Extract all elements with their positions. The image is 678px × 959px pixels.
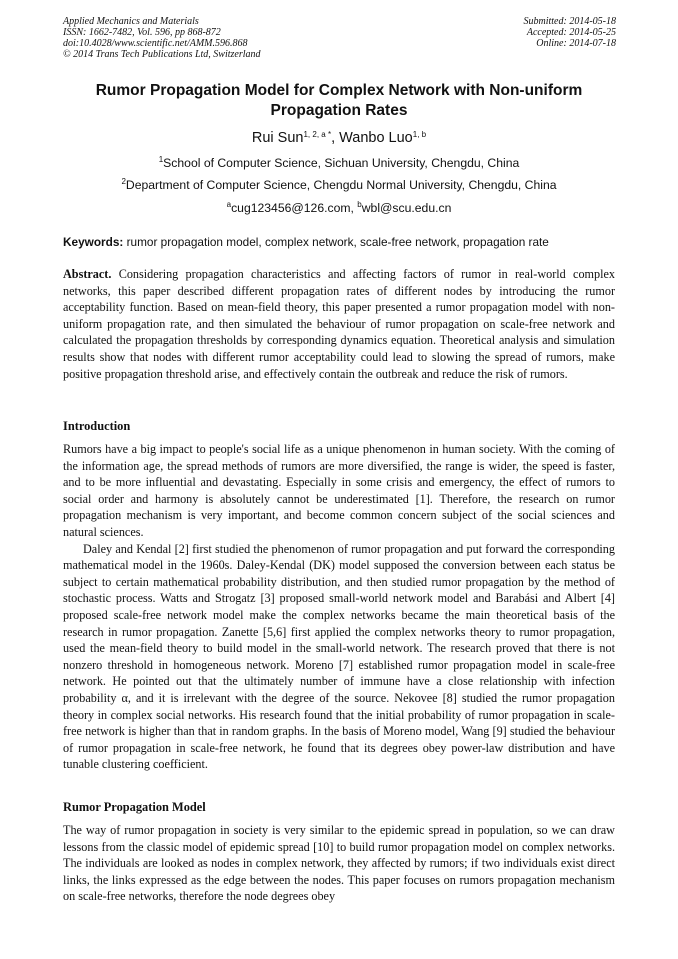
abstract [63,266,615,382]
journal-header-left [63,16,261,60]
model-body [63,822,615,905]
introduction-paragraph-1: Rumors have a big impact to people's social life as a unique phenomenon in human society. With the coming of the information age, the spread methods of rumors are more diversified, the range is wider, the speed is faster, and to be more influential and devastating. Especially in some crisis and emergency, the effect of rumors to social order and harmony is absolutely cannot be underestimated [1]. Therefore, the research on rumor propagation mechanism is very important, and become common concern subject of the social sciences and natural sciences. [63,442,615,539]
online-date: Online: 2014-07-18 [536,38,616,49]
keywords-label: Keywords: [63,235,124,249]
email-b-marker: b [357,200,362,209]
copyright-line: © 2014 Trans Tech Publications Ltd, Switzerland [63,49,261,60]
affiliation-1-marker: 1 [158,155,164,164]
paper-title [63,81,615,121]
author-2: , Wanbo Luo [331,130,413,146]
email-a: cug123456@126.com, [231,201,358,215]
submitted-date: Submitted: 2014-05-18 [523,16,616,27]
affiliation-2-marker: 2 [121,177,126,186]
accepted-date: Accepted: 2014-05-25 [526,27,616,38]
keywords-text: rumor propagation model, complex network, scale-free network, propagation rate [123,235,549,249]
issn-line: ISSN: 1662-7482, Vol. 596, pp 868-872 [63,27,221,38]
title-line-1: Rumor Propagation Model for Complex Network with Non-uniform [95,82,583,99]
model-paragraph-1: The way of rumor propagation in society is very similar to the epidemic spread in population, so we can draw lessons from the classic model of epidemic spread [10] to build rumor propagation model on complex networks. The individuals are looked as nodes in complex network, they affected by rumors; if two individuals exist direct links, the links expressed as the edge between the nodes. This paper focuses on rumors propagation mechanism on scale-free networks, therefore the node degrees obey [63,823,615,904]
journal-header-right [524,16,617,49]
author-list [63,129,615,147]
author-emails [40,201,638,216]
journal-name: Applied Mechanics and Materials [63,16,199,27]
section-heading-rumor-propagation-model: Rumor Propagation Model [63,800,206,814]
affiliation-2-text: Department of Computer Science, Chengdu Normal University, Chengdu, China [125,178,557,192]
title-line-2: Propagation Rates [270,102,408,119]
author-1: Rui Sun [251,130,304,146]
introduction-paragraph-2: Daley and Kendal [2] first studied the phenomenon of rumor propagation and put forward the corresponding mathematical model in the 1960s. Daley-Kendal (DK) model supposed the conversion between each status be subject to certain mathematical probability distribution, and then studied rumor propagation by the method of stochastic process. Watts and Strogatz [3] proposed small-world network model and Barabási and Albert [4] proposed scale-free network model make the complex networks became the main theoretical basis of the research in rumor propagation. Zanette [5,6] first applied the complex networks theory to rumor propagation, used the mean-field theory to build model in the small-world network. The research proved that there is not nonzero threshold in homogeneous network. Moreno [7] established rumor propagation model in scale-free network. He pointed out that the ultimately number of immune have a close relationship with infection probability α, and it is irrelevant with the degree of the source. Nekovee [8] studied the rumor propagation theory in complex social networks. His research found that the initial probability of rumor propagation in scale-free network is higher than that in random graphs. In the basis of Moreno model, Wang [9] studied the behaviour of rumor propagation in scale-free network, he found that its degrees obey power-law distribution and have tunable clustering coefficient. [63,541,615,772]
email-b: wbl@scu.edu.cn [361,201,452,215]
doi-line: doi:10.4028/www.scientific.net/AMM.596.868 [63,38,248,49]
affiliation-2 [40,178,638,193]
section-heading-introduction: Introduction [63,419,131,433]
author-2-superscript: 1, b [412,130,427,139]
keywords [63,235,618,250]
abstract-label: Abstract. [63,267,112,281]
email-a-marker: a [226,200,232,209]
author-1-superscript: 1, 2, a * [303,130,332,139]
introduction-body [63,441,615,773]
abstract-text: Considering propagation characteristics and affecting factors of rumor in real-world complex networks, this paper described different propagation rates of different nodes by introducing the rumor acceptability function. Based on mean-field theory, this paper presented a rumor propagation model with non-uniform propagation rate, and then simulated the behaviour of rumor propagation on scale-free network and calculated the propagation thresholds by corresponding dynamics equation. Theoretical analysis and simulation results show that nodes with different rumor acceptability could lead to slowing the spread of rumors, make positive propagation threshold arise, and effectively contain the outbreak and reduce the risk of rumors. [63,267,615,381]
affiliation-1-text: School of Computer Science, Sichuan University, Chengdu, China [163,156,520,170]
affiliation-1 [40,156,638,171]
